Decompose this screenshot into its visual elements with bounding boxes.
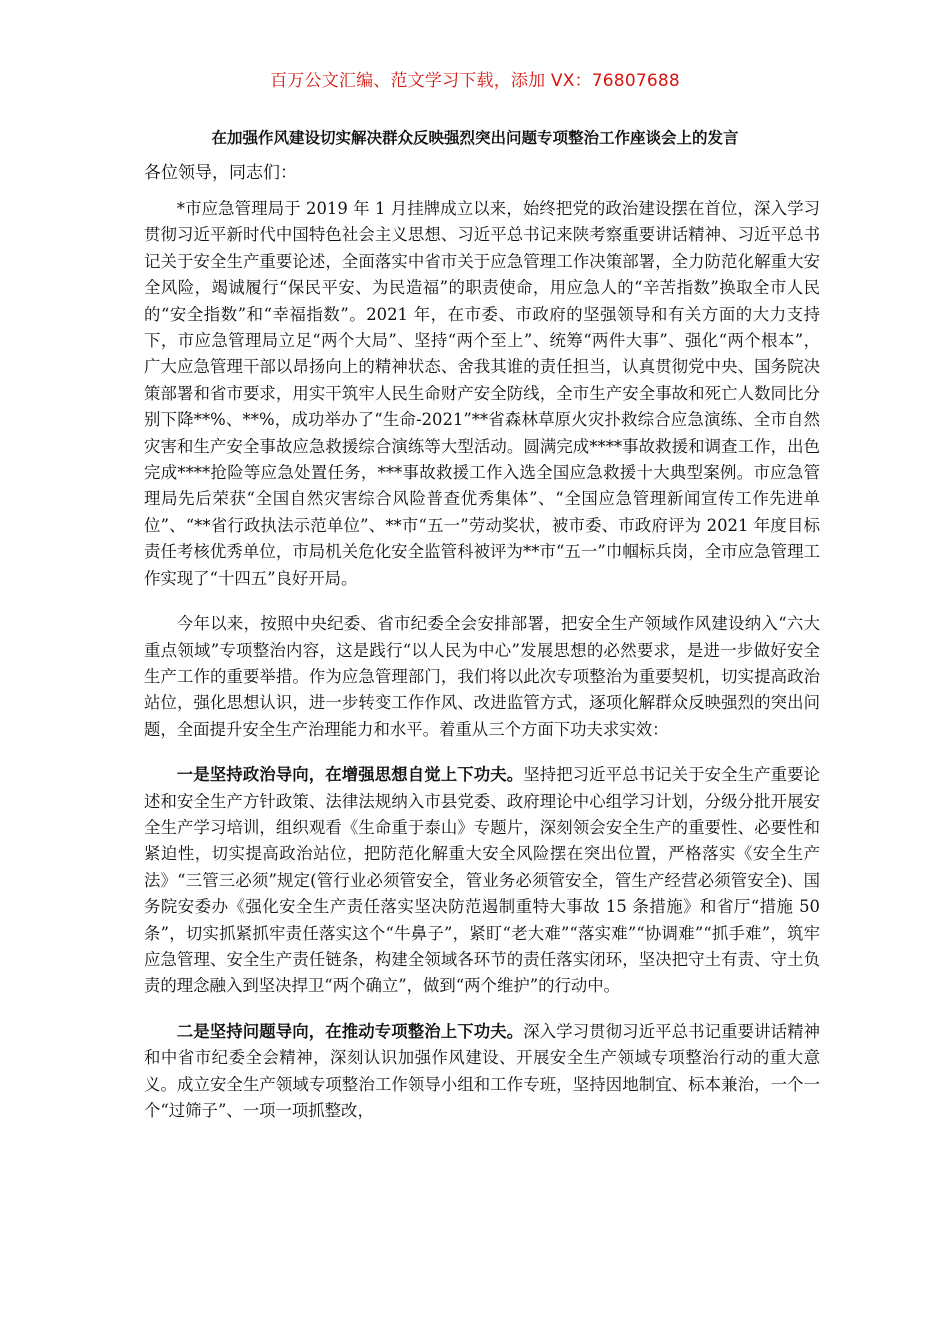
paragraph	[144, 611, 820, 743]
salutation: 各位领导，同志们：	[144, 163, 297, 183]
paragraph-lead: 二是坚持问题导向，在推动专项整治上下功夫。	[176, 1021, 524, 1041]
document-body	[144, 196, 820, 1143]
paragraph	[144, 196, 820, 592]
paragraph-text: 今年以来，按照中央纪委、省市纪委全会安排部署，把安全生产领域作风建设纳入“六大重点领域”专项整治内容，这是践行“以人民为中心”发展思想的必然要求，是进一步做好安全生产工作的重要举措。作为应急管理部门，我们将以此次专项整治为重要契机，切实提高政治站位，强化思想认识，进一步转变工作作风、改进监管方式，逐项化解群众反映强烈的突出问题，全面提升安全生产治理能力和水平。着重从三个方面下功夫求实效：	[144, 614, 820, 739]
paragraph-text: 坚持把习近平总书记关于安全生产重要论述和安全生产方针政策、法律法规纳入市县党委、政府理论中心组学习计划，分级分批开展安全生产学习培训，组织观看《生命重于泰山》专题片，深刻领会安全生产的重要性、必要性和紧迫性，切实提高政治站位，把防范化解重大安全风险摆在突出位置，严格落实《安全生产法》“三管三必须”规定(管行业必须管安全，管业务必须管安全，管生产经营必须管安全)、国务院安委办《强化安全生产责任落实坚决防范遏制重特大事故 15 条措施》和省厅“措施 50 条”，切实抓紧抓牢责任落实这个“牛鼻子”，紧盯“老大难”“落实难”“协调难”“抓手难”，筑牢应急管理、安全生产责任链条，构建全领域各环节的责任落实闭环，坚决把守土有责、守土负责的理念融入到坚决捍卫“两个确立”，做到“两个维护”的行动中。	[144, 765, 821, 996]
document-title: 在加强作风建设切实解决群众反映强烈突出问题专项整治工作座谈会上的发言	[211, 129, 739, 147]
paragraph	[144, 762, 820, 1000]
paragraph-lead: 一是坚持政治导向，在增强思想自觉上下功夫。	[176, 765, 524, 785]
paragraph	[144, 1019, 820, 1125]
paragraph-text: *市应急管理局于 2019 年 1 月挂牌成立以来，始终把党的政治建设摆在首位，深入学习贯彻习近平新时代中国特色社会主义思想、习近平总书记来陕考察重要讲话精神、习近平总书记关于安全生产重要论述，全面落实中省市关于应急管理工作决策部署，全力防范化解重大安全风险，竭诚履行“保民平安、为民造福”的职责使命，用应急人的“辛苦指数”换取全市人民的“安全指数”和“幸福指数”。2021 年，在市委、市政府的坚强领导和有关方面的大力支持下，市应急管理局立足“两个大局”、坚持“两个至上”、统筹“两件大事”、强化“两个根本”， 广大应急管理干部以昂扬向上的精神状态、舍我其谁的责任担当，认真贯彻党中央、国务院决策部署和省市要求，用实干筑牢人民生命财产安全防线，全市生产安全事故和死亡人数同比分别下降**%、**%，成功举办了“生命-2021”**省森林草原火灾扑救综合应急演练、全市自然灾害和生产安全事故应急救援综合演练等大型活动。圆满完成****事故救援和调查工作，出色完成****抢险等应急处置任务，***事故救援工作入选全国应急救援十大典型案例。市应急管理局先后荣获“全国自然灾害综合风险普查优秀集体”、“全国应急管理新闻宣传工作先进单位”、“**省行政执法示范单位”、**市“五一”劳动奖状，被市委、市政府评为 2021 年度目标责任考核优秀单位，市局机关危化安全监管科被评为**市“五一”巾帼标兵岗，全市应急管理工作实现了“十四五”良好开局。	[144, 199, 820, 588]
promo-banner: 百万公文汇编、范文学习下载，添加 VX：76807688	[270, 71, 680, 91]
paragraph-text: 深入学习贯彻习近平总书记重要讲话精神和中省市纪委全会精神，深刻认识加强作风建设、开展安全生产领域专项整治行动的重大意义。成立安全生产领域专项整治工作领导小组和工作专班，坚持因地制宜、标本兼治，一个一个“过筛子”、一项一项抓整改，	[144, 1021, 821, 1120]
